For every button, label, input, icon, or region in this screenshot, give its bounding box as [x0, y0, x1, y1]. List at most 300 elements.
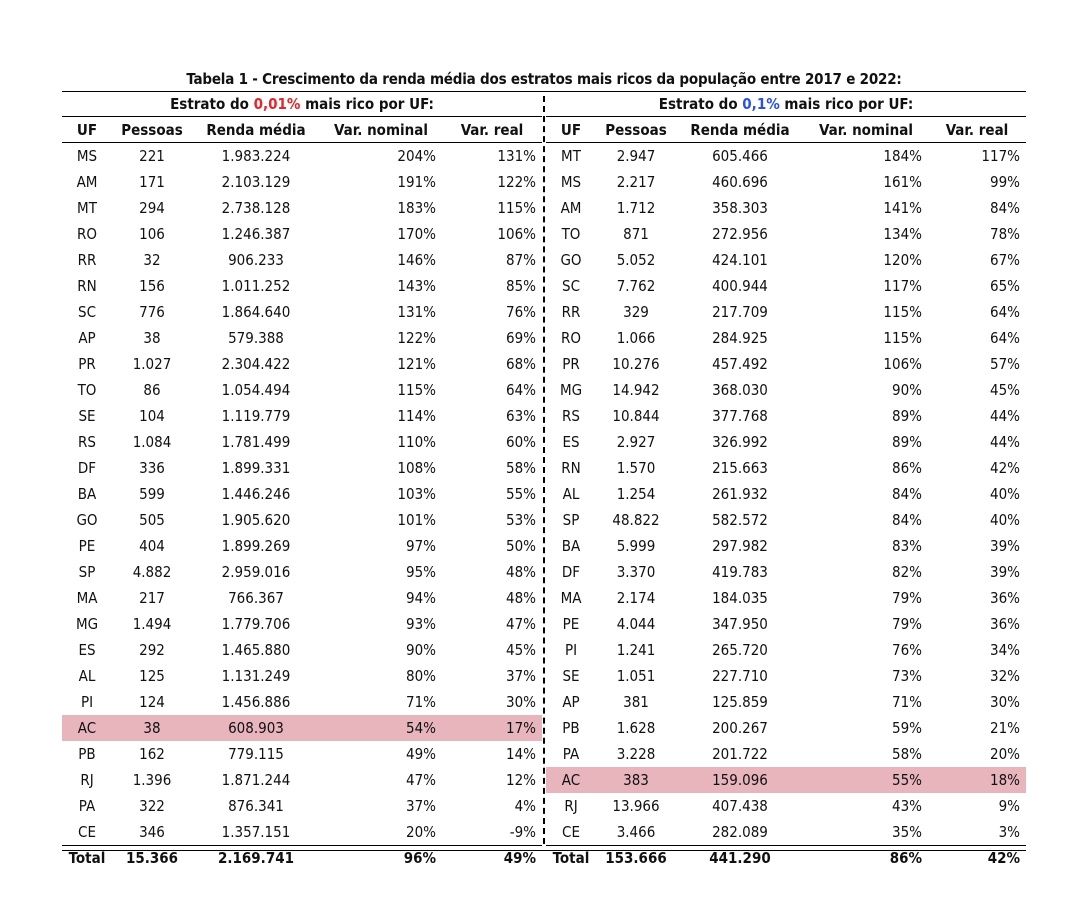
renda-media-cell: 184.035 [712, 589, 768, 607]
uf-cell: TO [77, 381, 97, 399]
renda-media-cell: 284.925 [712, 329, 768, 347]
uf-cell: PI [80, 693, 94, 711]
renda-media-cell: 1.131.249 [221, 667, 291, 685]
column-header: Var. real [442, 117, 542, 143]
pessoas-cell: 381 [623, 693, 649, 711]
table-row [546, 741, 1026, 767]
renda-media-cell: 766.367 [228, 589, 284, 607]
column-header: UF [546, 117, 596, 143]
var-nominal-cell: 146% [397, 251, 436, 269]
var-nominal-cell: 183% [397, 199, 436, 217]
var-real-cell: 85% [506, 277, 536, 295]
var-real-cell: 115% [497, 199, 536, 217]
var-real-cell: 40% [990, 485, 1020, 503]
renda-media-cell: 582.572 [712, 511, 768, 529]
uf-cell: BA [77, 485, 97, 503]
table-row [546, 169, 1026, 195]
stratum-001-panel [62, 92, 542, 870]
var-nominal-cell: 84% [892, 511, 922, 529]
var-nominal-cell: 94% [406, 589, 436, 607]
renda-media-cell: 460.696 [712, 173, 768, 191]
renda-media-cell: 457.492 [712, 355, 768, 373]
var-nominal-cell: 35% [892, 823, 922, 841]
table-row [62, 273, 542, 299]
pessoas-cell: 125 [139, 667, 165, 685]
var-nominal-cell: 120% [883, 251, 922, 269]
renda-media-cell: 407.438 [712, 797, 768, 815]
table-row [546, 455, 1026, 481]
table-row [62, 351, 542, 377]
uf-cell: SE [562, 667, 580, 685]
var-real-cell: 68% [506, 355, 536, 373]
pessoas-cell: 124 [139, 693, 165, 711]
table-row [62, 299, 542, 325]
group-percentage: 0,1% [742, 95, 780, 113]
table-row [546, 793, 1026, 819]
renda-media-cell: 265.720 [712, 641, 768, 659]
uf-cell: AM [560, 199, 582, 217]
uf-cell: MG [559, 381, 583, 399]
uf-cell: RS [562, 407, 580, 425]
renda-media-cell: 1.357.151 [221, 823, 291, 841]
column-header: Renda média [676, 117, 804, 143]
uf-cell: AP [78, 329, 96, 347]
var-real-cell: 57% [990, 355, 1020, 373]
table-row [546, 585, 1026, 611]
var-nominal-cell: 106% [883, 355, 922, 373]
var-nominal-cell: 115% [883, 329, 922, 347]
group-prefix: Estrato do [658, 95, 743, 113]
uf-cell: RJ [80, 771, 94, 789]
table-row [546, 611, 1026, 637]
uf-cell: MA [560, 589, 582, 607]
var-real-cell: 40% [990, 511, 1020, 529]
uf-cell: AL [78, 667, 96, 685]
pessoas-cell: 14.942 [612, 381, 660, 399]
renda-media-cell: 876.341 [228, 797, 284, 815]
renda-media-cell: 2.738.128 [221, 199, 291, 217]
var-nominal-cell: 115% [883, 303, 922, 321]
renda-media-cell: 1.011.252 [221, 277, 291, 295]
var-real-cell: 42% [928, 846, 1026, 871]
var-nominal-cell: 79% [892, 615, 922, 633]
var-real-cell: 99% [990, 173, 1020, 191]
var-real-cell: 17% [442, 715, 542, 741]
var-real-cell: 122% [497, 173, 536, 191]
uf-cell: ES [562, 433, 580, 451]
renda-media-cell: 1.983.224 [221, 147, 291, 165]
uf-cell: SE [78, 407, 96, 425]
table-row [62, 663, 542, 689]
pessoas-cell: 48.822 [612, 511, 660, 529]
table-row [546, 143, 1026, 170]
uf-cell: MG [75, 615, 99, 633]
var-real-cell: 53% [506, 511, 536, 529]
column-divider [543, 96, 545, 844]
uf-cell: CE [78, 823, 96, 841]
pessoas-cell: 2.174 [616, 589, 656, 607]
table-row [546, 273, 1026, 299]
pessoas-cell: 1.027 [132, 355, 172, 373]
group-percentage: 0,01% [253, 95, 301, 113]
var-nominal-cell: 143% [397, 277, 436, 295]
var-real-cell: 37% [506, 667, 536, 685]
table-row [546, 351, 1026, 377]
var-real-cell: 49% [442, 846, 542, 871]
pessoas-cell: 346 [139, 823, 165, 841]
stratum-01-heading [546, 92, 1026, 117]
pessoas-cell: 1.570 [616, 459, 656, 477]
pessoas-cell: 3.228 [616, 745, 656, 763]
renda-media-cell: 608.903 [192, 715, 320, 741]
pessoas-cell: 104 [139, 407, 165, 425]
uf-cell: MT [77, 199, 97, 217]
var-nominal-cell: 83% [892, 537, 922, 555]
uf-cell: PR [78, 355, 96, 373]
table-row [62, 741, 542, 767]
pessoas-cell: 2.927 [616, 433, 656, 451]
var-nominal-cell: 134% [883, 225, 922, 243]
var-real-cell: 4% [514, 797, 536, 815]
var-real-cell: 3% [998, 823, 1020, 841]
uf-cell: MS [76, 147, 98, 165]
renda-media-cell: 779.115 [228, 745, 284, 763]
var-nominal-cell: 110% [397, 433, 436, 451]
var-real-cell: 58% [506, 459, 536, 477]
renda-media-cell: 1.899.269 [221, 537, 291, 555]
renda-media-cell: 1.779.706 [221, 615, 291, 633]
pessoas-cell: 329 [623, 303, 649, 321]
var-real-cell: 64% [990, 303, 1020, 321]
var-real-cell: 78% [990, 225, 1020, 243]
income-table [62, 91, 1026, 867]
table-row [62, 195, 542, 221]
table-row [546, 195, 1026, 221]
stratum-01-table [546, 117, 1026, 870]
var-real-cell: 12% [506, 771, 536, 789]
table-row [62, 143, 542, 170]
renda-media-cell: 605.466 [712, 147, 768, 165]
pessoas-cell: 4.044 [616, 615, 656, 633]
var-real-cell: -9% [509, 823, 536, 841]
var-real-cell: 18% [928, 767, 1026, 793]
var-nominal-cell: 43% [892, 797, 922, 815]
var-nominal-cell: 89% [892, 433, 922, 451]
pessoas-cell: 3.466 [616, 823, 656, 841]
renda-media-cell: 2.304.422 [221, 355, 291, 373]
var-nominal-cell: 184% [883, 147, 922, 165]
pessoas-cell: 1.712 [616, 199, 656, 217]
renda-media-cell: 1.871.244 [221, 771, 291, 789]
var-nominal-cell: 84% [892, 485, 922, 503]
var-nominal-cell: 108% [397, 459, 436, 477]
var-nominal-cell: 86% [804, 846, 928, 871]
table-row [62, 403, 542, 429]
uf-cell: RR [77, 251, 97, 269]
uf-cell: PR [562, 355, 580, 373]
renda-media-cell: 2.169.741 [192, 846, 320, 871]
pessoas-cell: 3.370 [616, 563, 656, 581]
renda-media-cell: 159.096 [676, 767, 804, 793]
renda-media-cell: 272.956 [712, 225, 768, 243]
uf-cell: RR [561, 303, 581, 321]
var-real-cell: 45% [990, 381, 1020, 399]
table-row [62, 507, 542, 533]
table-row [62, 481, 542, 507]
table-row [546, 247, 1026, 273]
var-nominal-cell: 58% [892, 745, 922, 763]
var-real-cell: 48% [506, 563, 536, 581]
total-row [62, 846, 542, 871]
pessoas-cell: 106 [139, 225, 165, 243]
pessoas-cell: 1.066 [616, 329, 656, 347]
var-real-cell: 14% [506, 745, 536, 763]
var-nominal-cell: 114% [397, 407, 436, 425]
renda-media-cell: 400.944 [712, 277, 768, 295]
table-row [62, 325, 542, 351]
uf-cell: ES [78, 641, 96, 659]
pessoas-cell: 871 [623, 225, 649, 243]
uf-cell: SP [78, 563, 96, 581]
uf-cell: Total [546, 846, 596, 871]
pessoas-cell: 294 [139, 199, 165, 217]
var-nominal-cell: 131% [397, 303, 436, 321]
var-nominal-cell: 59% [892, 719, 922, 737]
column-header: Var. nominal [320, 117, 442, 143]
table-row [62, 247, 542, 273]
uf-cell: PE [562, 615, 580, 633]
uf-cell: Total [62, 846, 112, 871]
var-nominal-cell: 90% [892, 381, 922, 399]
table-row [62, 429, 542, 455]
pessoas-cell: 217 [139, 589, 165, 607]
renda-media-cell: 1.864.640 [221, 303, 291, 321]
var-real-cell: 50% [506, 537, 536, 555]
pessoas-cell: 505 [139, 511, 165, 529]
pessoas-cell: 1.051 [616, 667, 656, 685]
table-row [546, 221, 1026, 247]
var-nominal-cell: 115% [397, 381, 436, 399]
var-nominal-cell: 79% [892, 589, 922, 607]
renda-media-cell: 358.303 [712, 199, 768, 217]
pessoas-cell: 404 [139, 537, 165, 555]
uf-cell: AM [76, 173, 98, 191]
uf-cell: MA [76, 589, 98, 607]
var-nominal-cell: 80% [406, 667, 436, 685]
table-title: Tabela 1 - Crescimento da renda média dos estratos mais ricos da população entre 2017 e 2022: [186, 70, 902, 88]
pessoas-cell: 1.241 [616, 641, 656, 659]
pessoas-cell: 322 [139, 797, 165, 815]
var-nominal-cell: 90% [406, 641, 436, 659]
renda-media-cell: 2.959.016 [221, 563, 291, 581]
var-real-cell: 30% [506, 693, 536, 711]
uf-cell: SC [78, 303, 96, 321]
pessoas-cell: 1.628 [616, 719, 656, 737]
var-nominal-cell: 71% [406, 693, 436, 711]
table-row [62, 585, 542, 611]
var-nominal-cell: 86% [892, 459, 922, 477]
renda-media-cell: 125.859 [712, 693, 768, 711]
var-real-cell: 34% [990, 641, 1020, 659]
pessoas-cell: 32 [143, 251, 161, 269]
table-row [62, 819, 542, 846]
pessoas-cell: 1.396 [132, 771, 172, 789]
renda-media-cell: 1.456.886 [221, 693, 291, 711]
uf-cell: AP [562, 693, 580, 711]
pessoas-cell: 2.217 [616, 173, 656, 191]
table-row [546, 819, 1026, 846]
pessoas-cell: 38 [143, 329, 161, 347]
uf-cell: RJ [564, 797, 578, 815]
var-real-cell: 55% [506, 485, 536, 503]
uf-cell: PA [78, 797, 96, 815]
pessoas-cell: 1.494 [132, 615, 172, 633]
table-row [62, 169, 542, 195]
var-real-cell: 69% [506, 329, 536, 347]
table-row [62, 533, 542, 559]
pessoas-cell: 15.366 [112, 846, 192, 871]
pessoas-cell: 383 [596, 767, 676, 793]
renda-media-cell: 347.950 [712, 615, 768, 633]
pessoas-cell: 10.844 [612, 407, 660, 425]
var-nominal-cell: 47% [406, 771, 436, 789]
renda-media-cell: 1.054.494 [221, 381, 291, 399]
renda-media-cell: 217.709 [712, 303, 768, 321]
var-real-cell: 64% [990, 329, 1020, 347]
uf-cell: PA [562, 745, 580, 763]
var-real-cell: 76% [506, 303, 536, 321]
renda-media-cell: 377.768 [712, 407, 768, 425]
renda-media-cell: 906.233 [228, 251, 284, 269]
pessoas-cell: 171 [139, 173, 165, 191]
var-nominal-cell: 122% [397, 329, 436, 347]
table-row [546, 533, 1026, 559]
pessoas-cell: 5.999 [616, 537, 656, 555]
pessoas-cell: 221 [139, 147, 165, 165]
var-real-cell: 20% [990, 745, 1020, 763]
var-nominal-cell: 97% [406, 537, 436, 555]
var-nominal-cell: 170% [397, 225, 436, 243]
var-nominal-cell: 93% [406, 615, 436, 633]
var-nominal-cell: 101% [397, 511, 436, 529]
uf-cell: GO [76, 511, 98, 529]
var-nominal-cell: 73% [892, 667, 922, 685]
var-real-cell: 84% [990, 199, 1020, 217]
renda-media-cell: 201.722 [712, 745, 768, 763]
table-row [62, 793, 542, 819]
renda-media-cell: 368.030 [712, 381, 768, 399]
table-row [546, 403, 1026, 429]
uf-cell: MS [560, 173, 582, 191]
uf-cell: PB [562, 719, 580, 737]
uf-cell: RO [561, 329, 581, 347]
var-real-cell: 63% [506, 407, 536, 425]
table-row [62, 221, 542, 247]
renda-media-cell: 215.663 [712, 459, 768, 477]
table-row [62, 559, 542, 585]
uf-cell: PB [78, 745, 96, 763]
uf-cell: RO [77, 225, 97, 243]
table-row [62, 637, 542, 663]
renda-media-cell: 1.465.880 [221, 641, 291, 659]
uf-cell: GO [560, 251, 582, 269]
renda-media-cell: 424.101 [712, 251, 768, 269]
table-row [546, 767, 1026, 793]
renda-media-cell: 227.710 [712, 667, 768, 685]
table-row [62, 715, 542, 741]
var-nominal-cell: 96% [320, 846, 442, 871]
var-real-cell: 30% [990, 693, 1020, 711]
pessoas-cell: 156 [139, 277, 165, 295]
var-real-cell: 60% [506, 433, 536, 451]
table-row [546, 377, 1026, 403]
var-real-cell: 36% [990, 589, 1020, 607]
pessoas-cell: 1.084 [132, 433, 172, 451]
var-real-cell: 42% [990, 459, 1020, 477]
uf-cell: RN [77, 277, 97, 295]
var-nominal-cell: 103% [397, 485, 436, 503]
var-nominal-cell: 191% [397, 173, 436, 191]
table-row [546, 429, 1026, 455]
column-header: Pessoas [112, 117, 192, 143]
uf-cell: AC [546, 767, 596, 793]
renda-media-cell: 326.992 [712, 433, 768, 451]
var-real-cell: 106% [497, 225, 536, 243]
var-real-cell: 39% [990, 537, 1020, 555]
renda-media-cell: 1.119.779 [221, 407, 291, 425]
table-row [546, 507, 1026, 533]
renda-media-cell: 419.783 [712, 563, 768, 581]
pessoas-cell: 162 [139, 745, 165, 763]
renda-media-cell: 1.899.331 [221, 459, 291, 477]
uf-cell: AC [62, 715, 112, 741]
renda-media-cell: 297.982 [712, 537, 768, 555]
var-nominal-cell: 161% [883, 173, 922, 191]
pessoas-cell: 38 [112, 715, 192, 741]
table-row [546, 559, 1026, 585]
uf-cell: BA [561, 537, 581, 555]
pessoas-cell: 1.254 [616, 485, 656, 503]
table-row [546, 689, 1026, 715]
column-header: Var. nominal [804, 117, 928, 143]
stratum-001-table [62, 117, 542, 870]
pessoas-cell: 2.947 [616, 147, 656, 165]
table-row [62, 767, 542, 793]
pessoas-cell: 776 [139, 303, 165, 321]
column-header: Renda média [192, 117, 320, 143]
pessoas-cell: 4.882 [132, 563, 172, 581]
pessoas-cell: 10.276 [612, 355, 660, 373]
uf-cell: TO [561, 225, 581, 243]
renda-media-cell: 579.388 [228, 329, 284, 347]
column-header: Var. real [928, 117, 1026, 143]
var-nominal-cell: 54% [320, 715, 442, 741]
renda-media-cell: 282.089 [712, 823, 768, 841]
uf-cell: DF [77, 459, 97, 477]
column-header: UF [62, 117, 112, 143]
pessoas-cell: 599 [139, 485, 165, 503]
var-real-cell: 21% [990, 719, 1020, 737]
var-real-cell: 45% [506, 641, 536, 659]
var-nominal-cell: 141% [883, 199, 922, 217]
pessoas-cell: 13.966 [612, 797, 660, 815]
group-suffix: mais rico por UF: [779, 95, 914, 113]
var-nominal-cell: 89% [892, 407, 922, 425]
pessoas-cell: 5.052 [616, 251, 656, 269]
var-nominal-cell: 121% [397, 355, 436, 373]
table-row [62, 377, 542, 403]
pessoas-cell: 292 [139, 641, 165, 659]
